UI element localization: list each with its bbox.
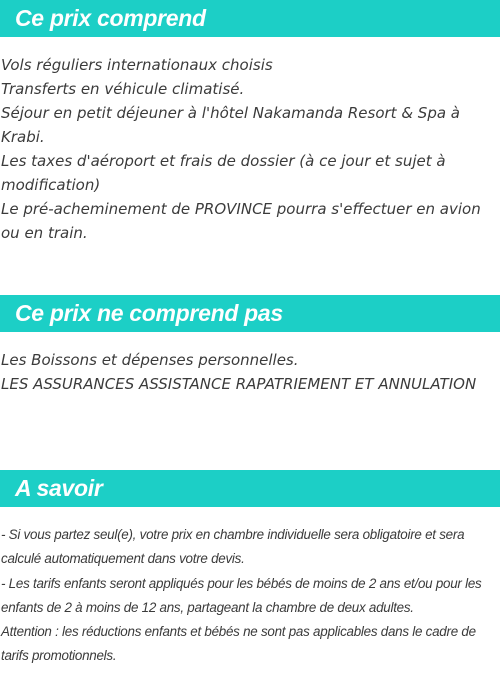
- good-to-know-item: Attention : les réductions enfants et bébés ne sont pas applicables dans le cadre de tarifs promotionnels.: [1, 624, 476, 664]
- includes-item: Séjour en petit déjeuner à l'hôtel Nakamanda Resort & Spa à Krabi.: [1, 104, 460, 146]
- excludes-item: LES ASSURANCES ASSISTANCE RAPATRIEMENT ET ANNULATION: [1, 375, 477, 393]
- includes-item: Transferts en véhicule climatisé.: [1, 80, 245, 98]
- includes-item: Les taxes d'aéroport et frais de dossier (à ce jour et sujet à modification): [1, 152, 446, 194]
- excludes-list: [1, 348, 497, 396]
- section-header-includes: [0, 0, 500, 37]
- includes-item: Le pré-acheminement de PROVINCE pourra s'effectuer en avion ou en train.: [1, 200, 481, 242]
- section-title-includes: Ce prix comprend: [15, 5, 206, 31]
- section-title-good-to-know: A savoir: [15, 475, 103, 501]
- section-header-excludes: [0, 295, 500, 332]
- excludes-item: Les Boissons et dépenses personnelles.: [1, 351, 299, 369]
- section-header-good-to-know: [0, 470, 500, 507]
- section-title-excludes: Ce prix ne comprend pas: [15, 300, 283, 326]
- includes-item: Vols réguliers internationaux choisis: [1, 56, 273, 74]
- includes-list: [1, 53, 497, 245]
- good-to-know-list: [1, 523, 499, 669]
- good-to-know-item: - Les tarifs enfants seront appliqués pour les bébés de moins de 2 ans et/ou pour les enfants de 2 à moins de 12 ans, partageant la chambre de deux adultes.: [1, 575, 482, 615]
- good-to-know-item: - Si vous partez seul(e), votre prix en chambre individuelle sera obligatoire et sera calculé automatiquement dans votre devis.: [1, 527, 465, 567]
